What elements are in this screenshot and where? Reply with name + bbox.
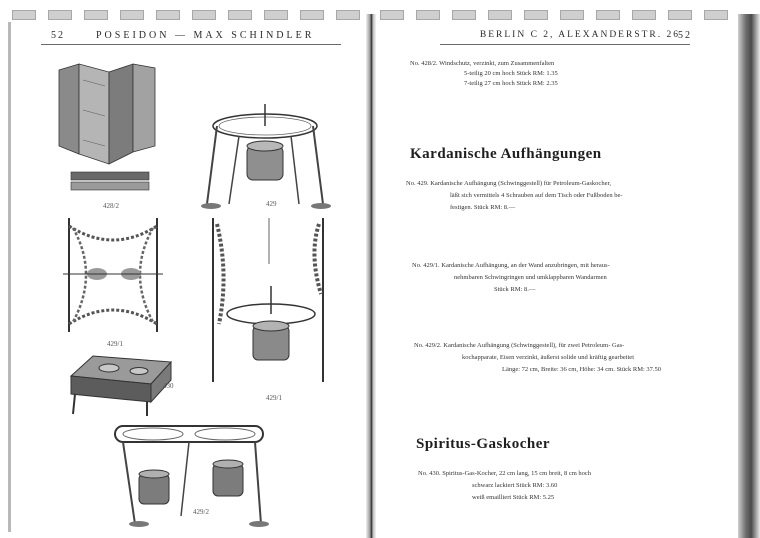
- item-428-2-line2: 5-teilig 20 cm hoch Stück RM: 1.35: [464, 70, 558, 77]
- double-gimbal-illustration: [109, 420, 269, 532]
- page-edge-shadow: [738, 14, 760, 538]
- item-429-1-line1: No. 429/1. Kardanische Aufhängung, an der Wand anzubringen, mit heraus-: [412, 262, 610, 269]
- item-428-2-line3: 7-teilig 27 cm hoch Stück RM: 2.35: [464, 80, 558, 87]
- right-header-rule: [440, 44, 690, 45]
- item-429-1-line3: Stück RM: 8.—: [494, 286, 536, 293]
- caption-429-2: 429/2: [193, 508, 209, 516]
- item-429-line3: festigen. Stück RM: 8.—: [450, 204, 516, 211]
- right-page-number: 52: [678, 30, 692, 41]
- gimbal-stand-illustration: [199, 74, 334, 214]
- right-running-title: BERLIN C 2, ALEXANDERSTR. 26: [479, 30, 680, 40]
- left-header-rule: [41, 44, 341, 45]
- left-page-number: 52: [51, 30, 65, 41]
- caption-429: 429: [266, 200, 277, 208]
- left-page: [8, 22, 369, 532]
- wall-bracket-mounted-illustration: [199, 214, 339, 389]
- spirit-gas-cooker-illustration: [63, 342, 178, 420]
- item-429-line2: läßt sich vermittels 4 Schrauben auf dem Tisch oder Fußboden be-: [450, 192, 623, 199]
- left-running-title: POSEIDON — MAX SCHINDLER: [96, 30, 315, 41]
- right-page: [376, 22, 738, 532]
- item-429-line1: No. 429. Kardanische Aufhängung (Schwinggestell) für Petroleum-Gaskocher,: [406, 180, 611, 187]
- caption-429-1-right: 429/1: [266, 394, 282, 402]
- item-430-line3: weiß emailliert Stück RM: 5.25: [472, 494, 555, 501]
- item-429-2-line3: Länge: 72 cm, Breite: 36 cm, Höhe: 34 cm. Stück RM: 37.50: [502, 366, 662, 373]
- item-429-2-line2: kochapparate, Eisen verzinkt, äußerst solide und kräftig gearbeitet: [462, 354, 635, 361]
- windscreen-illustration: [53, 60, 163, 200]
- spiral-binding: [0, 10, 760, 20]
- item-430-line1: No. 430. Spiritus-Gas-Kocher, 22 cm lang, 15 cm breit, 8 cm hoch: [418, 470, 592, 477]
- wall-bracket-folded-illustration: [59, 214, 169, 339]
- item-429-2-line1: No. 429/2. Kardanische Aufhängung (Schwinggestell), für zwei Petroleum- Gas-: [414, 342, 625, 349]
- item-428-2-line1: No. 428/2. Windschutz, verzinkt, zum Zusammenfalten: [410, 60, 555, 67]
- item-430-line2: schwarz lackiert Stück RM: 3.60: [472, 482, 558, 489]
- caption-430: 430: [163, 382, 174, 390]
- caption-429-1-left: 429/1: [107, 340, 123, 348]
- item-429-1-line2: nehmbaren Schwingringen und umklappbaren Wandarmen: [454, 274, 607, 281]
- caption-428-2: 428/2: [103, 202, 119, 210]
- section-title-spirit-cookers: Spiritus-Gaskocher: [416, 436, 551, 452]
- section-title-gimbal-mounts: Kardanische Aufhängungen: [410, 146, 602, 162]
